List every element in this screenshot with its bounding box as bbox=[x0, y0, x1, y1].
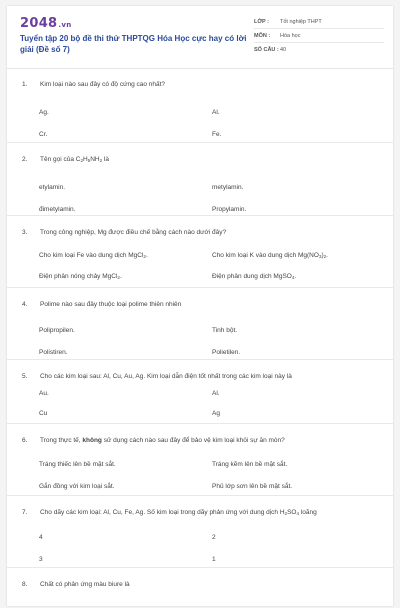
answer-option[interactable]: Au. bbox=[39, 390, 49, 397]
answer-option[interactable]: Fe. bbox=[212, 131, 222, 138]
meta-label: LỚP : bbox=[254, 18, 269, 25]
question-8 bbox=[7, 568, 393, 608]
answer-option[interactable]: Điện phân nóng chảy MgCl$_2$. bbox=[39, 273, 122, 280]
answer-option[interactable]: Polistiren. bbox=[39, 349, 68, 356]
question-5 bbox=[7, 360, 393, 424]
answer-option[interactable]: Cho kim loại K vào dung dịch $Mg(NO_3)_2$. bbox=[212, 252, 328, 259]
meta-subject bbox=[254, 29, 384, 43]
question-text: 3. Trong công nghiệp, Mg được điều chế bằng cách nào dưới đây? bbox=[22, 229, 227, 236]
answer-option[interactable]: Phủ lớp sơn lên bề mặt sắt. bbox=[212, 483, 293, 490]
answer-option[interactable]: etylamin. bbox=[39, 184, 66, 191]
site-logo[interactable]: 2048.vn bbox=[20, 16, 72, 31]
question-text: 5. Cho các kim loại sau: Al, Cu, Au, Ag. Kim loại dẫn điện tốt nhất trong các kim loại này là bbox=[22, 373, 292, 380]
answer-option[interactable]: Tinh bột. bbox=[212, 327, 238, 334]
answer-option[interactable]: Ag bbox=[212, 410, 220, 417]
meta-value: Tốt nghiệp THPT bbox=[280, 18, 322, 25]
exam-title: Tuyển tập 20 bộ đề thi thử THPTQG Hóa Học cực hay có lời giải (Đề số 7) bbox=[20, 34, 247, 54]
answer-option[interactable]: Propylamin. bbox=[212, 206, 247, 213]
answer-option[interactable]: Cr. bbox=[39, 131, 48, 138]
question-text: 4. Polime nào sau đây thuộc loại polime thiên nhiên bbox=[22, 301, 182, 308]
meta-label: MÔN : bbox=[254, 32, 271, 39]
question-text: 8. Chất có phản ứng màu biure là bbox=[22, 581, 130, 588]
question-1 bbox=[7, 68, 393, 143]
header bbox=[7, 6, 393, 69]
answer-option[interactable]: Tráng kẽm lên bề mặt sắt. bbox=[212, 461, 288, 468]
answer-option[interactable]: Al. bbox=[212, 109, 220, 116]
meta-class bbox=[254, 15, 384, 29]
question-4 bbox=[7, 288, 393, 360]
answer-option[interactable]: Tráng thiếc lên bề mặt sắt. bbox=[39, 461, 116, 468]
meta-value: 40 bbox=[280, 46, 287, 53]
question-list bbox=[7, 68, 393, 608]
question-6 bbox=[7, 424, 393, 496]
answer-option[interactable]: đimetylamin. bbox=[39, 206, 76, 213]
answer-option[interactable]: metylamin. bbox=[212, 184, 244, 191]
document-page bbox=[7, 6, 393, 606]
question-text: 7. Cho dãy các kim loại: Al, Cu, Fe, Ag. Số kim loại trong dãy phản ứng với dung dịch $H_2SO_4$ loãng bbox=[22, 509, 317, 516]
meta-value: Hóa học bbox=[280, 32, 301, 39]
answer-option[interactable]: Điện phân dung dịch MgSO$_4$. bbox=[212, 273, 297, 280]
answer-option[interactable]: 1 bbox=[212, 556, 216, 563]
answer-option[interactable]: Ag. bbox=[39, 109, 49, 116]
question-text: 6. Trong thực tế, không sử dụng cách nào sau đây để bảo vệ kim loại khỏi sự ăn mòn? bbox=[22, 437, 285, 444]
answer-option[interactable]: Al. bbox=[212, 390, 220, 397]
question-text: 2. Tên gọi của $C_2H_5NH_2$ là bbox=[22, 156, 109, 163]
answer-option[interactable]: 2 bbox=[212, 534, 216, 541]
question-2 bbox=[7, 143, 393, 216]
answer-option[interactable]: Polipropilen. bbox=[39, 327, 75, 334]
answer-option[interactable]: 3 bbox=[39, 556, 43, 563]
exam-meta bbox=[254, 15, 384, 56]
meta-question-count bbox=[254, 43, 384, 56]
question-7 bbox=[7, 496, 393, 568]
answer-option[interactable]: 4 bbox=[39, 534, 43, 541]
answer-option[interactable]: Cu bbox=[39, 410, 48, 417]
question-3 bbox=[7, 216, 393, 288]
answer-option[interactable]: Polietilen. bbox=[212, 349, 241, 356]
question-text: 1. Kim loại nào sau đây có độ cứng cao nhất? bbox=[22, 81, 166, 88]
meta-label: SỐ CÂU : bbox=[254, 46, 279, 53]
answer-option[interactable]: Gắn đồng với kim loại sắt. bbox=[39, 483, 115, 490]
answer-option[interactable]: Cho kim loại Fe vào dung dịch MgCl$_2$. bbox=[39, 252, 148, 259]
